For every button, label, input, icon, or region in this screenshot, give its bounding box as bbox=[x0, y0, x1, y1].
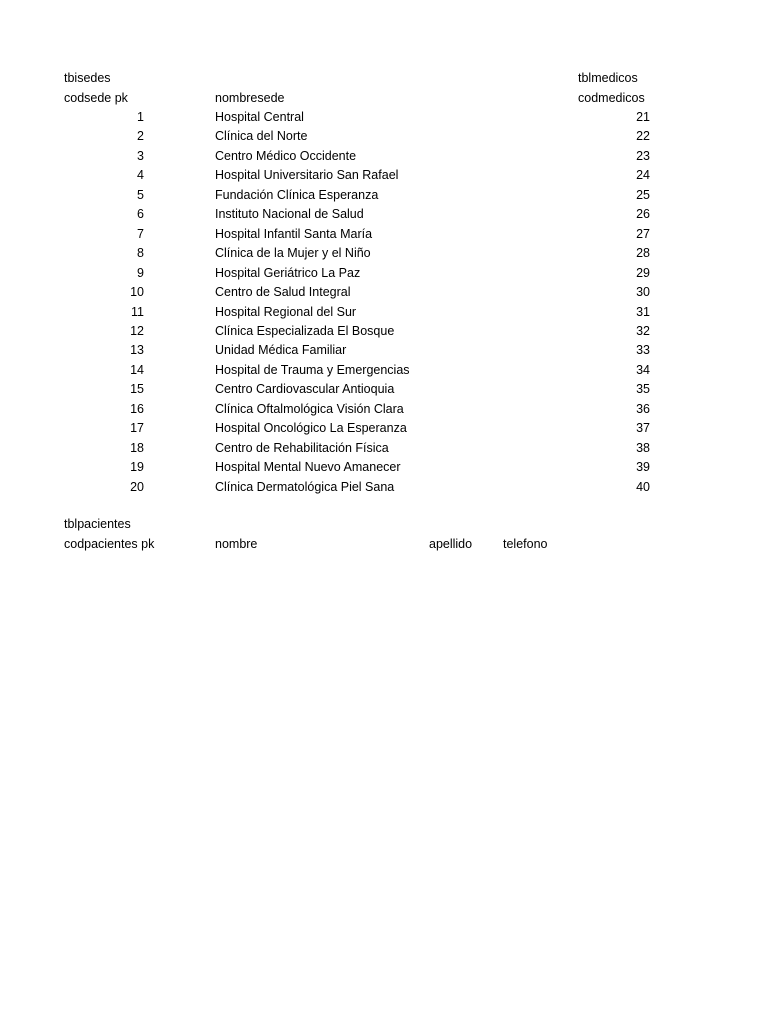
pacientes-apellido-header: apellido bbox=[429, 537, 473, 551]
sedes-table-name: tbisedes bbox=[64, 71, 111, 85]
medico-code-cell: 27 bbox=[636, 227, 650, 241]
pacientes-code-header: codpacientes pk bbox=[64, 537, 155, 551]
sede-name-cell: Hospital Geriátrico La Paz bbox=[215, 266, 361, 280]
sede-code-cell: 7 bbox=[137, 227, 144, 241]
sede-code-cell: 14 bbox=[130, 363, 144, 377]
medicos-code-header: codmedicos bbox=[578, 91, 645, 105]
sede-code-cell: 18 bbox=[130, 441, 144, 455]
sede-code-cell: 10 bbox=[130, 285, 144, 299]
sede-name-cell: Hospital Universitario San Rafael bbox=[215, 168, 399, 182]
medico-code-cell: 21 bbox=[636, 110, 650, 124]
sede-name-cell: Hospital Mental Nuevo Amanecer bbox=[215, 460, 401, 474]
medicos-table-name: tblmedicos bbox=[578, 71, 638, 85]
medico-code-cell: 26 bbox=[636, 207, 650, 221]
medico-code-cell: 34 bbox=[636, 363, 650, 377]
sede-name-cell: Centro de Salud Integral bbox=[215, 285, 351, 299]
sede-code-cell: 17 bbox=[130, 421, 144, 435]
sede-code-cell: 9 bbox=[137, 266, 144, 280]
sede-name-cell: Clínica de la Mujer y el Niño bbox=[215, 246, 371, 260]
sede-code-cell: 19 bbox=[130, 460, 144, 474]
medico-code-cell: 39 bbox=[636, 460, 650, 474]
sede-code-cell: 2 bbox=[137, 129, 144, 143]
medico-code-cell: 35 bbox=[636, 382, 650, 396]
pacientes-table-name: tblpacientes bbox=[64, 517, 131, 531]
sede-name-cell: Hospital Central bbox=[215, 110, 304, 124]
sede-code-cell: 6 bbox=[137, 207, 144, 221]
sedes-code-header: codsede pk bbox=[64, 91, 128, 105]
sede-name-cell: Fundación Clínica Esperanza bbox=[215, 188, 379, 202]
medico-code-cell: 22 bbox=[636, 129, 650, 143]
sede-name-cell: Unidad Médica Familiar bbox=[215, 343, 347, 357]
medico-code-cell: 25 bbox=[636, 188, 650, 202]
sede-code-cell: 4 bbox=[137, 168, 144, 182]
medico-code-cell: 23 bbox=[636, 149, 650, 163]
medico-code-cell: 31 bbox=[636, 305, 650, 319]
sedes-name-header: nombresede bbox=[215, 91, 285, 105]
sede-name-cell: Hospital Oncológico La Esperanza bbox=[215, 421, 407, 435]
sede-name-cell: Clínica del Norte bbox=[215, 129, 308, 143]
sede-name-cell: Hospital de Trauma y Emergencias bbox=[215, 363, 410, 377]
sede-code-cell: 8 bbox=[137, 246, 144, 260]
medico-code-cell: 37 bbox=[636, 421, 650, 435]
sede-name-cell: Centro de Rehabilitación Física bbox=[215, 441, 389, 455]
medico-code-cell: 24 bbox=[636, 168, 650, 182]
sede-code-cell: 16 bbox=[130, 402, 144, 416]
medico-code-cell: 28 bbox=[636, 246, 650, 260]
sede-name-cell: Hospital Infantil Santa María bbox=[215, 227, 373, 241]
medico-code-cell: 30 bbox=[636, 285, 650, 299]
sede-code-cell: 12 bbox=[130, 324, 144, 338]
sede-name-cell: Hospital Regional del Sur bbox=[215, 305, 357, 319]
pacientes-nombre-header: nombre bbox=[215, 537, 258, 551]
sede-code-cell: 15 bbox=[130, 382, 144, 396]
sede-code-cell: 13 bbox=[130, 343, 144, 357]
sede-code-cell: 5 bbox=[137, 188, 144, 202]
medico-code-cell: 38 bbox=[636, 441, 650, 455]
sede-code-cell: 3 bbox=[137, 149, 144, 163]
sede-name-cell: Centro Médico Occidente bbox=[215, 149, 357, 163]
medico-code-cell: 33 bbox=[636, 343, 650, 357]
sede-name-cell: Clínica Dermatológica Piel Sana bbox=[215, 480, 395, 494]
medico-code-cell: 36 bbox=[636, 402, 650, 416]
pacientes-telefono-header: telefono bbox=[503, 537, 548, 551]
medico-code-cell: 32 bbox=[636, 324, 650, 338]
sede-name-cell: Centro Cardiovascular Antioquia bbox=[215, 382, 395, 396]
medico-code-cell: 40 bbox=[636, 480, 650, 494]
sede-name-cell: Clínica Especializada El Bosque bbox=[215, 324, 395, 338]
sede-name-cell: Clínica Oftalmológica Visión Clara bbox=[215, 402, 404, 416]
sede-name-cell: Instituto Nacional de Salud bbox=[215, 207, 364, 221]
sede-code-cell: 1 bbox=[137, 110, 144, 124]
sede-code-cell: 11 bbox=[131, 305, 144, 319]
sede-code-cell: 20 bbox=[130, 480, 144, 494]
medico-code-cell: 29 bbox=[636, 266, 650, 280]
